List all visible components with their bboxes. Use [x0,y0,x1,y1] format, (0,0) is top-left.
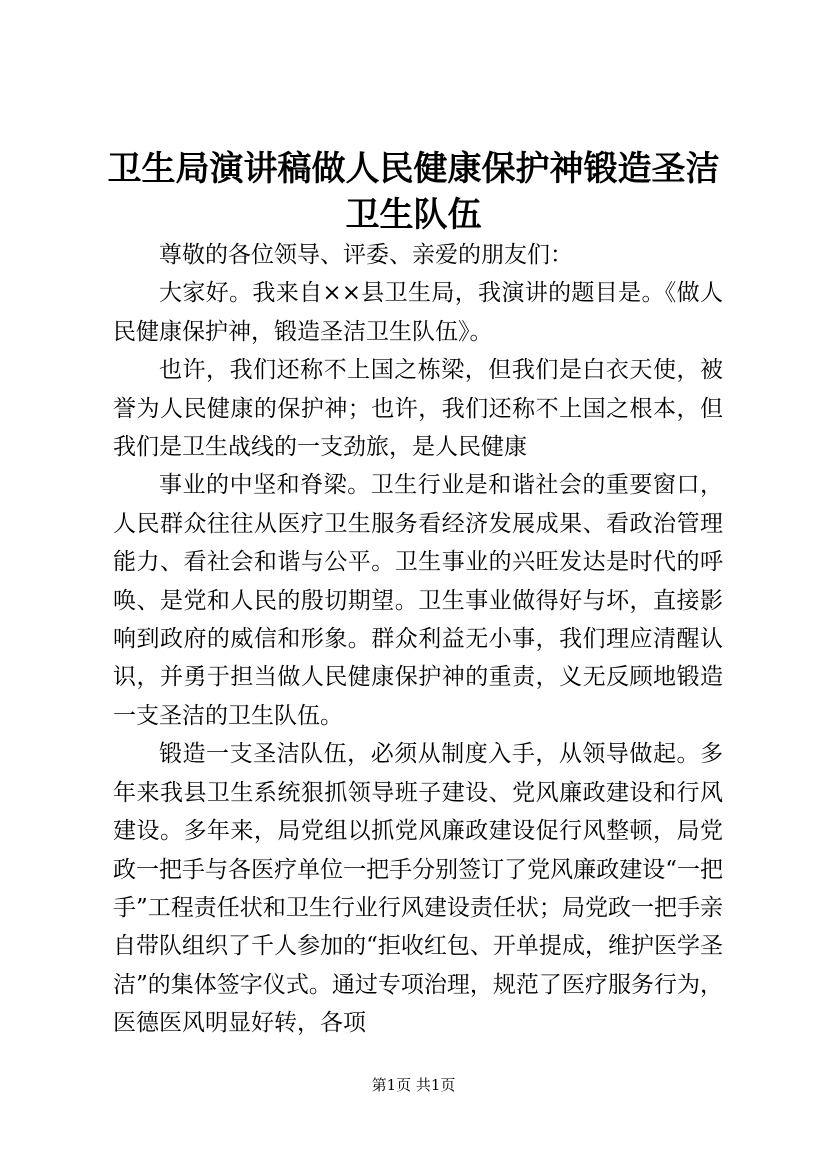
paragraph-salutation: 尊敬的各位领导、评委、亲爱的朋友们： [159,242,573,268]
document-title: 卫生局演讲稿做人民健康保护神锻造圣洁卫生队伍 [107,149,720,235]
paragraph-intro: 也许，我们还称不上国之栋梁，但我们是白衣天使，被誉为人民健康的保护神；也许，我们还称不上国之根本，但我们是卫生战线的一支劲旅，是人民健康 [113,357,723,461]
paragraph-greeting: 大家好。我来自××县卫生局，我演讲的题目是。《做人民健康保护神，锻造圣洁卫生队伍》。 [113,280,723,345]
paragraph-body-2: 锻造一支圣洁队伍，必须从制度入手，从领导做起。多年来我县卫生系统狠抓领导班子建设、党风廉政建设和行风建设。多年来，局党组以抓党风廉政建设促行风整顿，局党政一把手与各医疗单位一把手分别签订了党风廉政建设“一把手”工程责任状和卫生行业行风建设责任状；局党政一把手亲自带队组织了千人参加的“拒收红包、开单提成，维护医学圣洁”的集体签字仪式。通过专项治理，规范了医疗服务行为，医德医风明显好转，各项 [113,741,723,1037]
paragraph-body-1: 事业的中坚和脊梁。卫生行业是和谐社会的重要窗口，人民群众往往从医疗卫生服务看经济发展成果、看政治管理能力、看社会和谐与公平。卫生事业的兴旺发达是时代的呼唤、是党和人民的殷切期望。卫生事业做得好与坏，直接影响到政府的威信和形象。群众利益无小事，我们理应清醒认识，并勇于担当做人民健康保护神的重责，义无反顾地锻造一支圣洁的卫生队伍。 [113,472,723,729]
document-body [113,236,723,1043]
page-footer: 第1页 共1页 [371,1076,456,1094]
